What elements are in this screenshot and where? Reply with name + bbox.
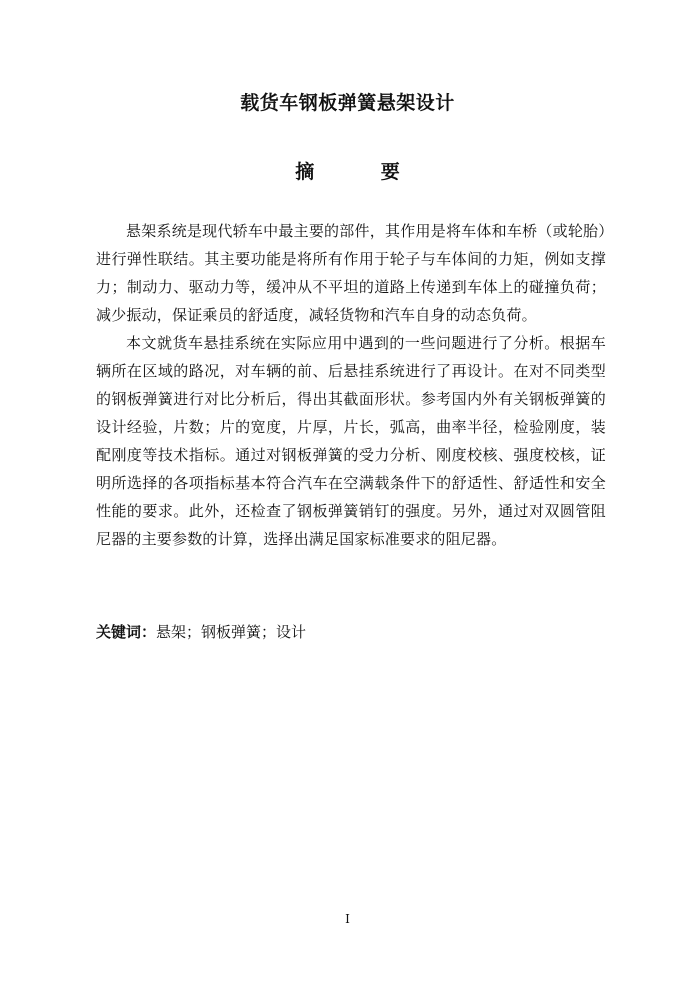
abstract-body [96,217,606,553]
abstract-paragraph-2: 本文就货车悬挂系统在实际应用中遇到的一些问题进行了分析。根据车辆所在区域的路况，对车辆的前、后悬挂系统进行了再设计。在对不同类型的钢板弹簧进行对比分析后，得出其截面形状。参考国内外有关钢板弹簧的设计经验，片数；片的宽度，片厚，片长，弧高，曲率半径，检验刚度，装配刚度等技术指标。通过对钢板弹簧的受力分析、刚度校核、强度校核，证明所选择的各项指标基本符合汽车在空满载条件下的舒适性、舒适性和安全性能的要求。此外，还检查了钢板弹簧销钉的强度。另外，通过对双圆管阻尼器的主要参数的计算，选择出满足国家标准要求的阻尼器。 [96,334,606,548]
abstract-heading: 摘 要 [295,161,430,183]
document-title: 载货车钢板弹簧悬架设计 [240,92,455,114]
abstract-paragraph-1: 悬架系统是现代轿车中最主要的部件，其作用是将车体和车桥（或轮胎）进行弹性联结。其主要功能是将所有作用于轮子与车体间的力矩，例如支撑力；制动力、驱动力等，缓冲从不平坦的道路上传递到车体上的碰撞负荷；减少振动，保证乘员的舒适度，减轻货物和汽车自身的动态负荷。 [96,222,606,324]
page-number: I [345,912,350,926]
keywords-label: 关键词： [96,623,157,641]
keywords-line [96,618,606,646]
keywords-value: 悬架；钢板弹簧；设计 [156,623,307,641]
